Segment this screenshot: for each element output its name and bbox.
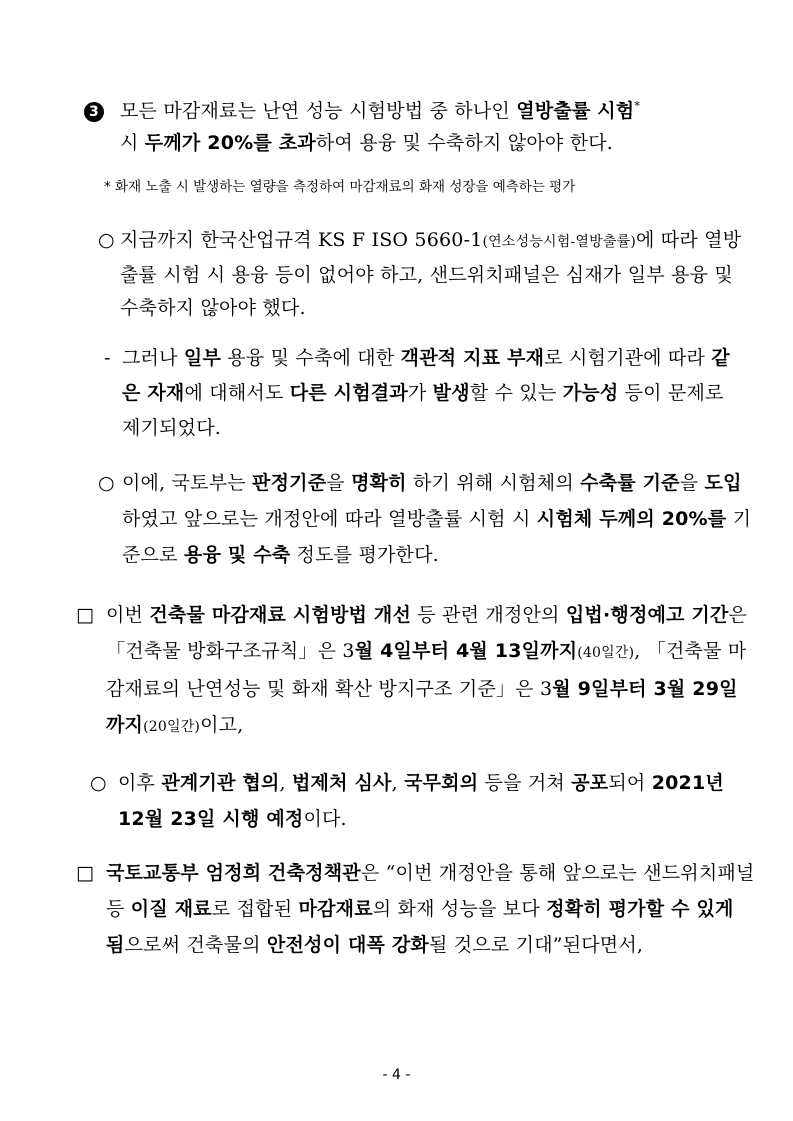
item-3-marker: 3 — [84, 95, 120, 127]
circle-paragraph-2: ○ 이에, 국토부는 판정기준을 명확히 하기 위해 시험체의 수축률 기준을 도입하였고 앞으로는 개정안에 따라 열방출률 시험 시 시험체 두께의 20%를 기준으로 용융 및 수축 정도를 평가한다. — [98, 465, 752, 573]
box-paragraph-1: □ 이번 건축물 마감재료 시험방법 개선 등 관련 개정안의 입법·행정예고 기간은 「건축물 방화구조규칙」은 3월 4일부터 4월 13일까지(40일간), 「건축물 마감재료의 난연성능 및 화재 확산 방지구조 기준」은 3월 9일부터 3월 29일까지(20일간)이고, — [76, 597, 756, 745]
circle-marker: ○ — [90, 772, 107, 794]
circle-marker: ○ — [98, 229, 115, 251]
square-marker: □ — [76, 862, 95, 884]
circle-paragraph-3: ○ 이후 관계기관 협의, 법제처 심사, 국무회의 등을 거쳐 공포되어 2021년 12월 23일 시행 예정이다. — [90, 765, 754, 837]
dash-paragraph-1: - 그러나 일부 용융 및 수축에 대한 객관적 지표 부재로 시험기관에 따라 같은 자재에 대해서도 다른 시험결과가 발생할 수 있는 가능성 등이 문제로 제기되었다. — [104, 341, 744, 446]
dash-marker: - — [104, 347, 111, 369]
footnote: * 화재 노출 시 발생하는 열량을 측정하여 마감재료의 화재 성장을 예측하는 평가 — [104, 179, 576, 195]
box-paragraph-2: □ 국토교통부 엄정희 건축정책관은 “이번 개정안을 통해 앞으로는 샌드위치패널 등 이질 재료로 접합된 마감재료의 화재 성능을 보다 정확히 평가할 수 있게 됨으로써 건축물의 안전성이 대폭 강화될 것으로 기대”된다면서, — [76, 855, 756, 963]
square-marker: □ — [76, 604, 95, 626]
circle-marker: ○ — [98, 472, 115, 494]
item-3-paragraph: 3 모든 마감재료는 난연 성능 시험방법 중 하나인 열방출률 시험* 시 두께가 20%를 초과하여 용융 및 수축하지 않아야 한다. — [84, 95, 760, 159]
circle-paragraph-1: ○ 지금까지 한국산업규격 KS F ISO 5660-1(연소성능시험-열방출률)에 따라 열방출률 시험 시 용융 등이 없어야 하고, 샌드위치패널은 심재가 일부 용융 및 수축하지 않아야 했다. — [98, 224, 750, 325]
page-number: - 4 - — [382, 1067, 411, 1083]
